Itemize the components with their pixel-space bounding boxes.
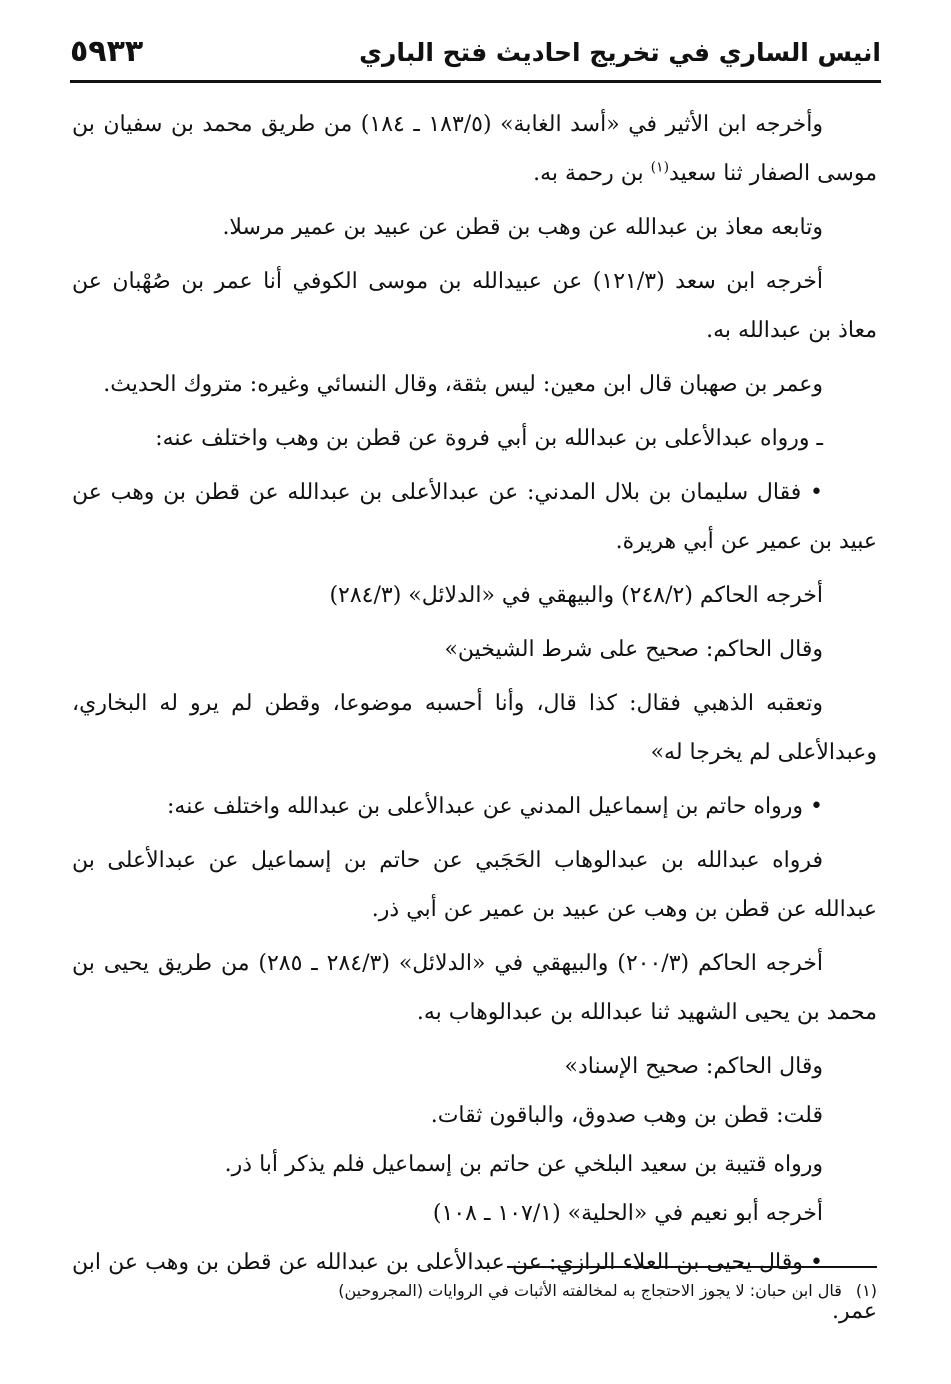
paragraph-text: ورواه قتيبة بن سعيد البلخي عن حاتم بن إسماعيل فلم يذكر أبا ذر. [224,1152,823,1177]
paragraph-text: أخرجه أبو نعيم في «الحلية» (١٠٧/١ ـ ١٠٨) [432,1201,823,1226]
paragraph-text: وقال يحيى بن العلاء الرازي: عن عبدالأعلى بن عبدالله عن قطن بن وهب عن ابن عمر. [72,1250,877,1324]
paragraph-text: وقال الحاكم: صحيح الإسناد» [564,1054,823,1079]
paragraph-text: ـ ورواه عبدالأعلى بن عبدالله بن أبي فروة عن قطن بن وهب واختلف عنه: [155,426,823,451]
paragraph [72,782,877,831]
paragraph-text: قلت: قطن بن وهب صدوق، والباقون ثقات. [430,1103,823,1128]
paragraph [72,360,877,409]
paragraph [72,1091,877,1140]
paragraph-text: ورواه حاتم بن إسماعيل المدني عن عبدالأعلى بن عبدالله واختلف عنه: [167,794,804,819]
footnote-divider [507,1266,877,1268]
paragraph [72,1042,877,1091]
paragraph [72,625,877,674]
paragraph-text: فقال سليمان بن بلال المدني: عن عبدالأعلى بن عبدالله عن قطن بن وهب عن عبيد بن عمير عن أبي هريرة. [72,480,877,554]
paragraph-text: أخرجه الحاكم (٢٠٠/٣) والبيهقي في «الدلائل» (٢٨٤/٣ ـ ٢٨٥) من طريق يحيى بن محمد بن يحيى الشهيد ثنا عبدالله بن عبدالوهاب به. [72,951,877,1025]
paragraph [72,203,877,252]
footnote-reference: (١) [650,159,670,176]
paragraph-text: وتعقبه الذهبي فقال: كذا قال، وأنا أحسبه موضوعا، وقطن لم يرو له البخاري، وعبدالأعلى لم يخرجا له» [72,691,877,765]
paragraph-text: أخرجه الحاكم (٢٤٨/٢) والبيهقي في «الدلائل» (٢٨٤/٣) [329,583,823,608]
paragraph-text: أخرجه ابن سعد (١٢١/٣) عن عبيدالله بن موسى الكوفي أنا عمر بن صُهْبان عن معاذ بن عبدالله به. [72,269,877,343]
paragraph-text: وتابعه معاذ بن عبدالله عن وهب بن قطن عن عبيد بن عمير مرسلا. [222,215,823,240]
main-text [72,100,877,1341]
paragraph [72,836,877,934]
paragraph-text: وعمر بن صهبان قال ابن معين: ليس بثقة، وقال النسائي وغيره: متروك الحديث. [103,372,823,397]
paragraph-text-continued: بن رحمة به. [533,161,651,186]
header-divider [70,80,881,83]
paragraph [72,100,877,198]
paragraph-text: فرواه عبدالله بن عبدالوهاب الحَجَبي عن حاتم بن إسماعيل عن عبدالأعلى بن عبدالله عن قطن بن وهب عن عبيد بن عمير عن أبي ذر. [72,848,877,922]
paragraph [72,468,877,566]
paragraph [72,571,877,620]
book-title: انيس الساري في تخريج احاديث فتح الباري [359,38,881,67]
paragraph-text: وقال الحاكم: صحيح على شرط الشيخين» [444,637,823,662]
paragraph [72,257,877,355]
page-number: ٥٩٣٣ [70,34,144,69]
footnote [72,1276,877,1306]
paragraph [72,414,877,463]
paragraph [72,679,877,777]
running-header [70,30,881,80]
footnote-text: قال ابن حبان: لا يجوز الاحتجاج به لمخالفته الأثبات في الروايات (المجروحين) [338,1281,842,1300]
paragraph [72,939,877,1037]
footnote-marker: (١) [855,1281,877,1300]
paragraph-text: وأخرجه ابن الأثير في «أسد الغابة» (١٨٣/٥ ـ ١٨٤) من طريق محمد بن سفيان بن موسى الصفار ثنا سعيد [72,112,877,186]
paragraph [72,1189,877,1238]
paragraph [72,1140,877,1189]
